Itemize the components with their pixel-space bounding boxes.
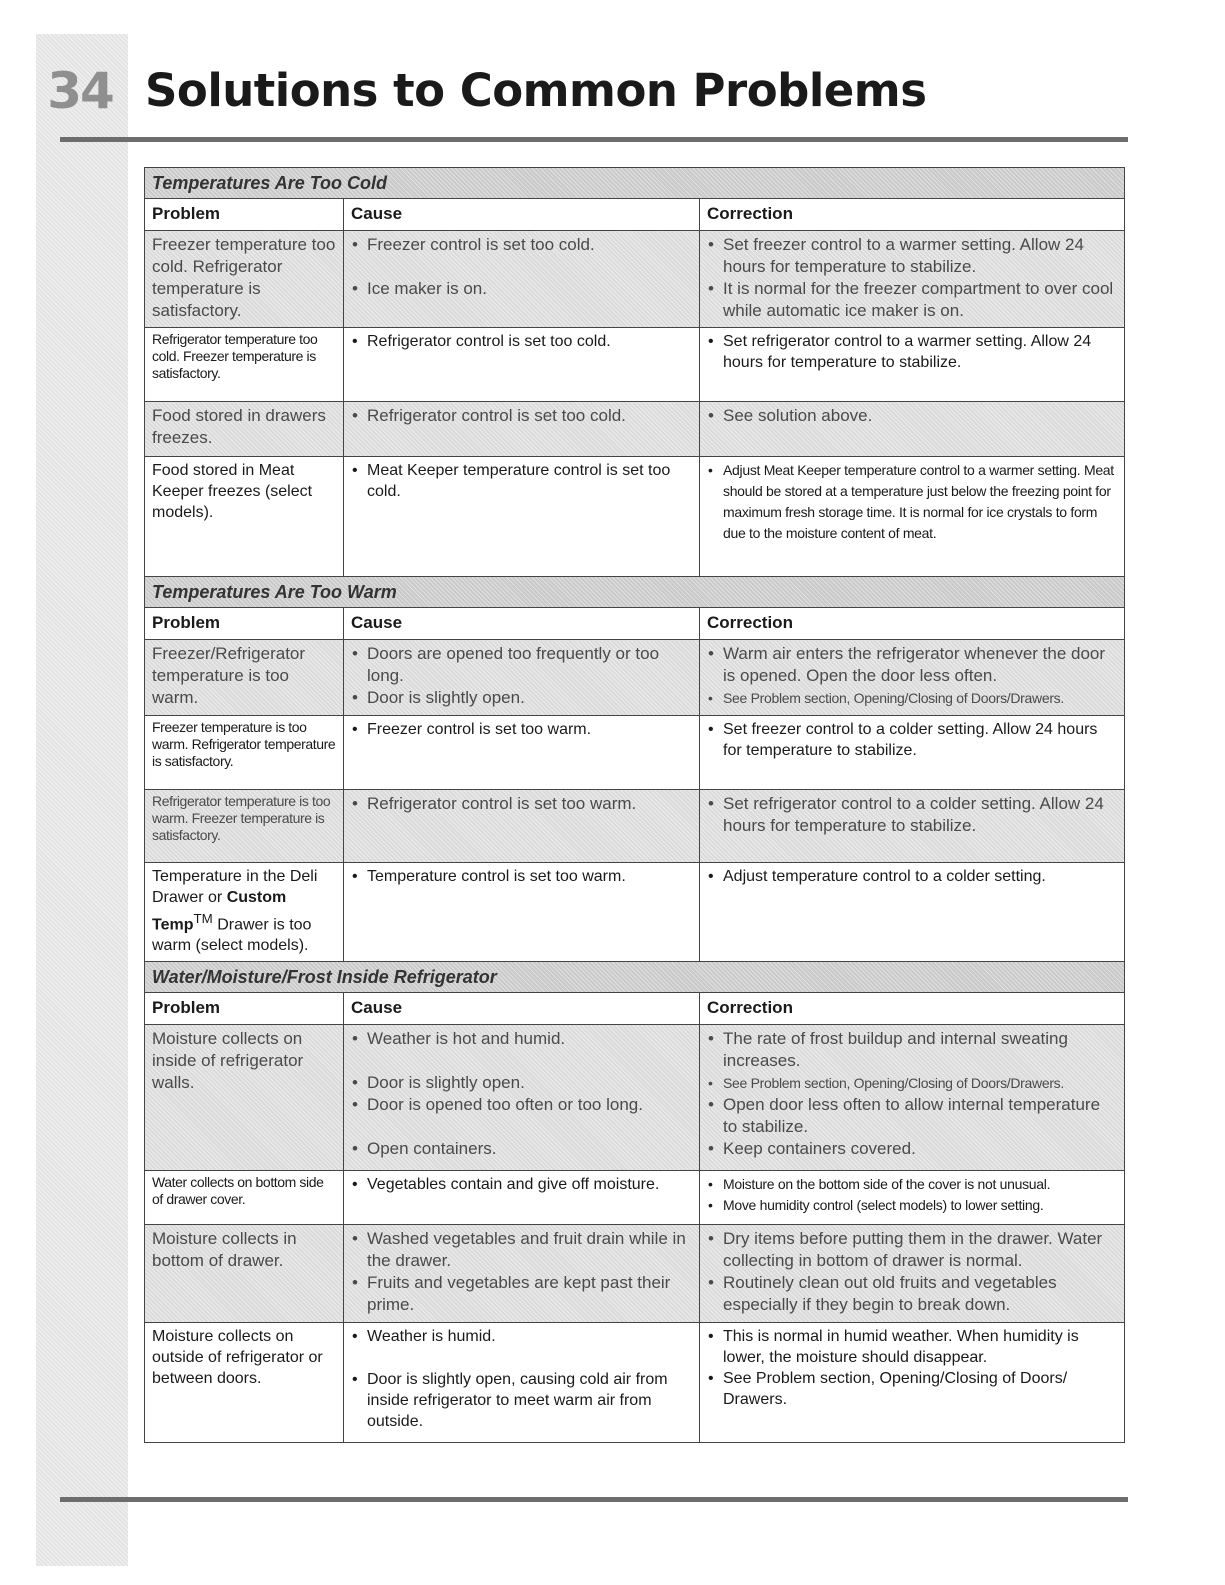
section-title: Temperatures Are Too Cold bbox=[145, 168, 1125, 199]
correction-item: • See solution above. bbox=[707, 405, 1117, 427]
correction-item: • This is normal in humid weather. When humidity is lower, the moisture should disappear. bbox=[707, 1326, 1117, 1368]
cause-cell bbox=[344, 231, 700, 328]
cause-item: • Temperature control is set too warm. bbox=[351, 866, 692, 887]
correction-item: • See Problem section, Opening/Closing of Doors/ Drawers. bbox=[707, 1368, 1117, 1410]
cause-item: • Refrigerator control is set too cold. bbox=[351, 331, 692, 352]
problem-cell: Freezer/Refrigerator temperature is too warm. bbox=[145, 640, 344, 716]
correction-column-header: Correction bbox=[700, 199, 1125, 231]
page-title: Solutions to Common Problems bbox=[145, 64, 927, 117]
cause-cell bbox=[344, 790, 700, 863]
correction-cell bbox=[700, 1171, 1125, 1225]
table-row bbox=[145, 790, 1125, 863]
cause-column-header: Cause bbox=[344, 993, 700, 1025]
problem-cell: Moisture collects on outside of refrigerator or between doors. bbox=[145, 1323, 344, 1443]
cause-item: • Meat Keeper temperature control is set too cold. bbox=[351, 460, 692, 502]
section-title: Temperatures Are Too Warm bbox=[145, 577, 1125, 608]
correction-cell bbox=[700, 402, 1125, 457]
table-row bbox=[145, 1025, 1125, 1171]
correction-item: • It is normal for the freezer compartment to over cool while automatic ice maker is on. bbox=[707, 278, 1117, 322]
problem-column-header: Problem bbox=[145, 993, 344, 1025]
problem-cell: Freezer temperature is too warm. Refrigerator temperature is satisfactory. bbox=[145, 716, 344, 790]
table-row bbox=[145, 457, 1125, 577]
problem-cell: Food stored in Meat Keeper freezes (select models). bbox=[145, 457, 344, 577]
problem-text: Temperature in the Deli Drawer or bbox=[152, 868, 318, 906]
correction-item: • Set freezer control to a warmer setting. Allow 24 hours for temperature to stabilize. bbox=[707, 234, 1117, 278]
correction-item: • Warm air enters the refrigerator whenever the door is opened. Open the door less often. bbox=[707, 643, 1117, 687]
table-row bbox=[145, 640, 1125, 716]
correction-item: • Set freezer control to a colder setting. Allow 24 hours for temperature to stabilize. bbox=[707, 719, 1117, 761]
correction-item: • Adjust temperature control to a colder setting. bbox=[707, 866, 1117, 887]
correction-item: • Moisture on the bottom side of the cover is not unusual. bbox=[707, 1174, 1117, 1195]
problem-cell bbox=[145, 863, 344, 962]
problem-column-header: Problem bbox=[145, 608, 344, 640]
cause-item: • Freezer control is set too warm. bbox=[351, 719, 692, 740]
cause-cell bbox=[344, 1171, 700, 1225]
correction-item: • Set refrigerator control to a colder setting. Allow 24 hours for temperature to stabilize. bbox=[707, 793, 1117, 837]
cause-column-header: Cause bbox=[344, 199, 700, 231]
cause-item: • Doors are opened too frequently or too long. bbox=[351, 643, 692, 687]
problem-column-header: Problem bbox=[145, 199, 344, 231]
cause-cell bbox=[344, 1225, 700, 1323]
cause-item: • Door is opened too often or too long. bbox=[351, 1094, 692, 1116]
correction-cell bbox=[700, 790, 1125, 863]
problem-text: Drawer is too warm (select models). bbox=[152, 916, 312, 955]
cause-cell bbox=[344, 716, 700, 790]
problem-cell: Refrigerator temperature is too warm. Freezer temperature is satisfactory. bbox=[145, 790, 344, 863]
cause-item: • Door is slightly open. bbox=[351, 1072, 692, 1094]
cause-item: • Vegetables contain and give off moisture. bbox=[351, 1174, 692, 1195]
correction-item: • Keep containers covered. bbox=[707, 1138, 1117, 1160]
cause-item: • Ice maker is on. bbox=[351, 278, 692, 300]
cause-item: • Refrigerator control is set too warm. bbox=[351, 793, 692, 815]
side-tab-bar bbox=[36, 34, 128, 1566]
correction-item: • Routinely clean out old fruits and vegetables especially if they begin to break down. bbox=[707, 1272, 1117, 1316]
table-row bbox=[145, 328, 1125, 402]
section-header-too-cold bbox=[145, 168, 1125, 199]
troubleshooting-table bbox=[144, 167, 1125, 1443]
correction-cell bbox=[700, 1225, 1125, 1323]
cause-cell bbox=[344, 402, 700, 457]
cause-item: • Door is slightly open. bbox=[351, 687, 692, 709]
cause-item: • Refrigerator control is set too cold. bbox=[351, 405, 692, 427]
cause-item: • Open containers. bbox=[351, 1138, 692, 1160]
table-row bbox=[145, 402, 1125, 457]
cause-item: • Washed vegetables and fruit drain while in the drawer. bbox=[351, 1228, 692, 1272]
problem-cell: Refrigerator temperature too cold. Freezer temperature is satisfactory. bbox=[145, 328, 344, 402]
correction-item: • Move humidity control (select models) to lower setting. bbox=[707, 1195, 1117, 1216]
correction-item: • Open door less often to allow internal temperature to stabilize. bbox=[707, 1094, 1117, 1138]
column-header-row bbox=[145, 608, 1125, 640]
cause-item: • Fruits and vegetables are kept past their prime. bbox=[351, 1272, 692, 1316]
problem-cell: Freezer temperature too cold. Refrigerator temperature is satisfactory. bbox=[145, 231, 344, 328]
correction-item: • The rate of frost buildup and internal sweating increases. bbox=[707, 1028, 1117, 1072]
cause-cell bbox=[344, 1323, 700, 1443]
correction-item: • Set refrigerator control to a warmer setting. Allow 24 hours for temperature to stabilize. bbox=[707, 331, 1117, 373]
problem-cell: Food stored in drawers freezes. bbox=[145, 402, 344, 457]
correction-cell bbox=[700, 457, 1125, 577]
section-title: Water/Moisture/Frost Inside Refrigerator bbox=[145, 962, 1125, 993]
correction-item: • See Problem section, Opening/Closing of Doors/Drawers. bbox=[707, 687, 1117, 709]
problem-cell: Moisture collects on inside of refrigerator walls. bbox=[145, 1025, 344, 1171]
bottom-divider bbox=[60, 1497, 1128, 1502]
problem-cell: Water collects on bottom side of drawer cover. bbox=[145, 1171, 344, 1225]
cause-column-header: Cause bbox=[344, 608, 700, 640]
correction-cell bbox=[700, 231, 1125, 328]
column-header-row bbox=[145, 199, 1125, 231]
table-row bbox=[145, 716, 1125, 790]
correction-cell bbox=[700, 863, 1125, 962]
cause-item: • Weather is hot and humid. bbox=[351, 1028, 692, 1050]
cause-cell bbox=[344, 640, 700, 716]
correction-item: • Dry items before putting them in the drawer. Water collecting in bottom of drawer is normal. bbox=[707, 1228, 1117, 1272]
cause-item: • Weather is humid. bbox=[351, 1326, 692, 1347]
problem-cell: Moisture collects in bottom of drawer. bbox=[145, 1225, 344, 1323]
correction-cell bbox=[700, 716, 1125, 790]
table-row bbox=[145, 1323, 1125, 1443]
correction-column-header: Correction bbox=[700, 608, 1125, 640]
correction-column-header: Correction bbox=[700, 993, 1125, 1025]
table-row bbox=[145, 1171, 1125, 1225]
correction-cell bbox=[700, 1323, 1125, 1443]
correction-cell bbox=[700, 640, 1125, 716]
correction-item: • See Problem section, Opening/Closing of Doors/Drawers. bbox=[707, 1072, 1117, 1094]
page-number: 34 bbox=[47, 62, 113, 120]
trademark-mark: TM bbox=[193, 911, 213, 926]
column-header-row bbox=[145, 993, 1125, 1025]
section-header-too-warm bbox=[145, 577, 1125, 608]
cause-cell bbox=[344, 863, 700, 962]
cause-item: • Door is slightly open, causing cold air from inside refrigerator to meet warm air from outside. bbox=[351, 1369, 692, 1432]
custom-temp-brand: Custom Temp bbox=[152, 889, 287, 934]
section-header-moisture bbox=[145, 962, 1125, 993]
correction-cell bbox=[700, 328, 1125, 402]
table-row bbox=[145, 863, 1125, 962]
correction-item: • Adjust Meat Keeper temperature control to a warmer setting. Meat should be stored at a temperature just below the freezing point for maximum fresh storage time. It is normal for ice crystals to form due to the moisture content of meat. bbox=[707, 460, 1117, 544]
cause-cell bbox=[344, 457, 700, 577]
table-row bbox=[145, 1225, 1125, 1323]
cause-item: • Freezer control is set too cold. bbox=[351, 234, 692, 256]
cause-cell bbox=[344, 328, 700, 402]
table-row bbox=[145, 231, 1125, 328]
correction-cell bbox=[700, 1025, 1125, 1171]
cause-cell bbox=[344, 1025, 700, 1171]
top-divider bbox=[60, 137, 1128, 142]
